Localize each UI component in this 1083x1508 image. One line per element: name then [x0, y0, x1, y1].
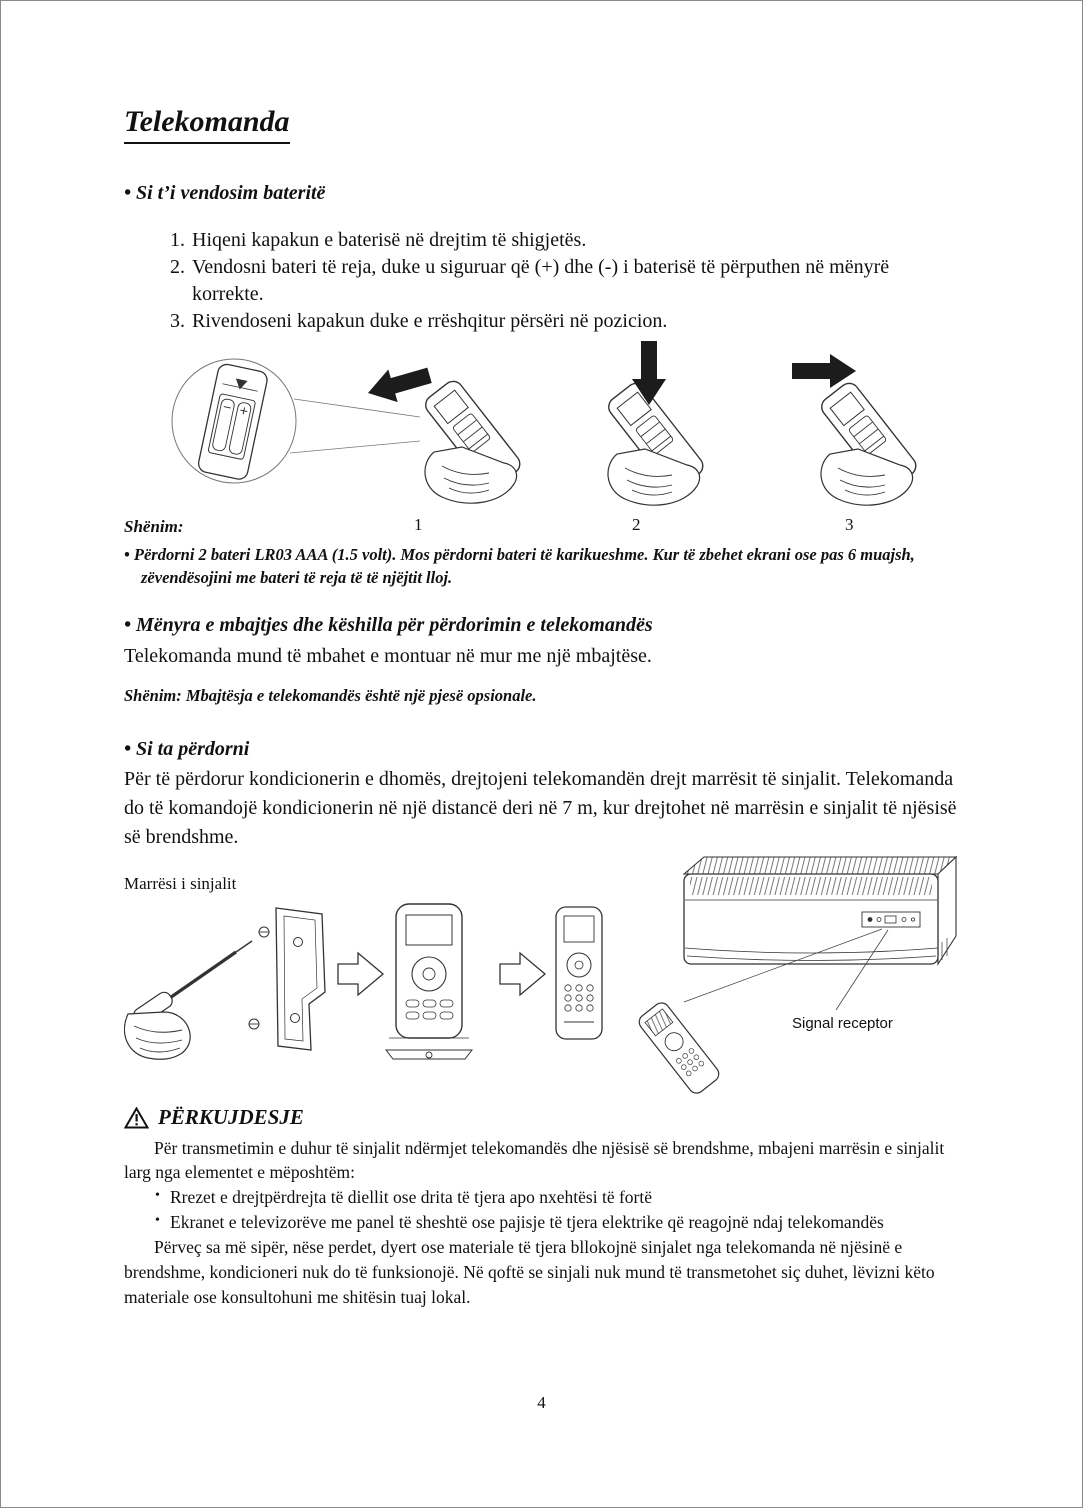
page-number: 4: [537, 1393, 546, 1412]
caution-outro: Përveç sa më sipër, nëse perdet, dyert ose materiale të tjera bllokojnë sinjalet nga telekomanda në njësinë e brendshme, kondicioneri nuk do të funksionojë. Në qoftë se sinjali nuk mund të transmetohet siç duhet, lëvizni këto materiale ose konsultohuni me shitësin tuaj lokal.: [124, 1237, 935, 1307]
usage-figure: [124, 852, 964, 1098]
small-remote-illustration: [636, 1000, 722, 1097]
caution-intro: Për transmetimin e duhur të sinjalit ndërmjet telekomandës dhe njësisë së brendshme, mbajeni marrësin e sinjalit larg nga elementet e mëposhtëm:: [124, 1137, 945, 1183]
caution-body: [124, 1136, 964, 1310]
arrow-right-icon: [500, 953, 545, 995]
screwdriver-hand-illustration: [125, 927, 269, 1059]
page-title: [124, 105, 964, 144]
caution-bullet-2: [124, 1210, 964, 1235]
hand-remote-step3: [818, 379, 920, 505]
caution-bullet-1-text: Rrezet e drejtpërdrejta të diellit ose drita të tjera apo nxehtësi të fortë: [170, 1187, 653, 1208]
bullet-icon: •: [155, 1188, 160, 1204]
remote-front-illustration: [556, 907, 602, 1039]
battery-figure: [124, 341, 964, 537]
battery-step-1: 1. Hiqeni kapakun e baterisë në drejtim të shigjetës.: [190, 227, 914, 254]
caution-heading: [124, 1104, 964, 1131]
usage-section-heading: • Si ta përdorni: [124, 738, 250, 761]
arrow-right-icon: [338, 953, 383, 995]
battery-section-heading: • Si t’i vendosim bateritë: [124, 181, 326, 204]
battery-step-2: 2. Vendosni bateri të reja, duke u siguruar që (+) dhe (-) i baterisë të përputhen në mënyrë korrekte.: [190, 254, 914, 308]
note-label: Shënim:: [124, 516, 184, 536]
bullet-icon: •: [155, 1213, 160, 1229]
figure-label-3: 3: [845, 514, 854, 534]
usage-body: Për të përdorur kondicionerin e dhomës, drejtojeni telekomandën drejt marrësit të sinjalit. Telekomanda do të komandojë kondicionerin në një distancë deri në 7 m, kur drejtohet në marrësin e sinjalit të njësisë së brendshme.: [124, 768, 957, 849]
page-content: [1, 1, 1082, 1310]
usage-illustration: [124, 852, 1044, 1098]
hand-remote-step1: [422, 377, 524, 503]
warning-icon: [124, 1107, 149, 1129]
hand-remote-step2: [605, 379, 707, 505]
signal-receiver-label: Marrësi i sinjalit: [124, 874, 240, 894]
arrow-step3-icon: [792, 354, 856, 388]
caution-bullet-1: [124, 1185, 964, 1210]
remote-in-holder-illustration: [386, 904, 472, 1059]
holder-section-heading: • Mënyra e mbajtjes dhe këshilla për përdorimin e telekomandës: [124, 614, 653, 637]
air-conditioner-illustration: [684, 857, 956, 964]
caution-bullet-2-text: Ekranet e televizorëve me panel të sheshtë ose pajisje të tjera elektrike që reagojnë ndaj telekomandës: [170, 1212, 884, 1233]
holder-body: Telekomanda mund të mbahet e montuar në mur me një mbajtëse.: [124, 645, 652, 668]
figure-label-1: 1: [414, 514, 423, 534]
figure-label-2: 2: [632, 514, 641, 534]
battery-steps-list: [124, 227, 914, 335]
battery-note: • Përdorni 2 bateri LR03 AAA (1.5 volt). Mos përdorni bateri të karikueshme. Kur të zbehet ekrani ose pas 6 muajsh, zëvendësojini me bateri të reja të të njëjtit lloj.: [124, 544, 915, 588]
page-title-text: Telekomanda: [124, 105, 290, 144]
battery-step-3: 3. Rivendoseni kapakun duke e rrëshqitur përsëri në pozicion.: [190, 308, 914, 335]
signal-receptor-label: Signal receptor: [792, 1015, 893, 1033]
battery-steps-illustration: [152, 341, 1002, 513]
arrow-step1-icon: [363, 359, 434, 409]
holder-note: Shënim: Mbajtësja e telekomandës është një pjesë opsionale.: [124, 686, 537, 706]
caution-heading-text: PËRKUJDESJE: [158, 1105, 304, 1130]
